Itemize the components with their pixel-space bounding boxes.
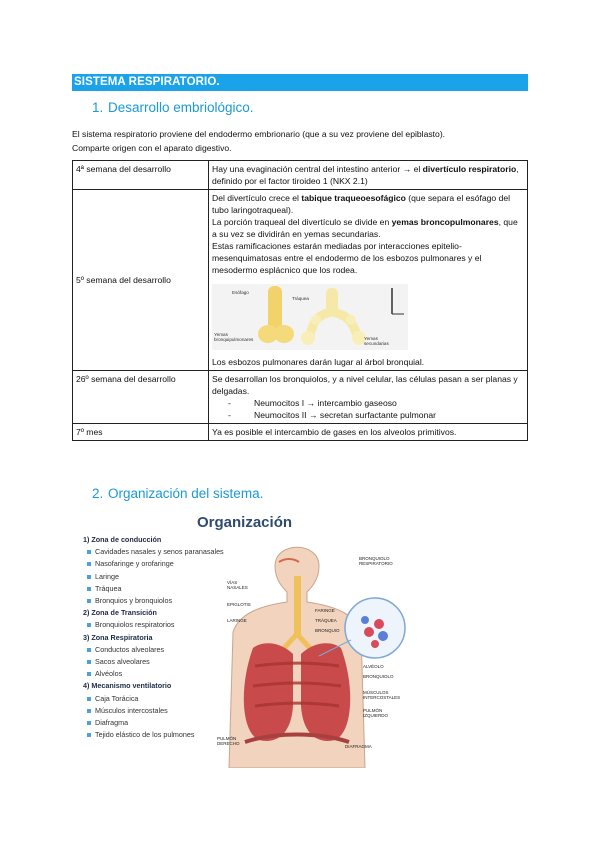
heading-number: 2.: [92, 486, 104, 501]
paragraph: [212, 192, 524, 216]
list-item: Músculos intercostales: [83, 705, 233, 717]
figure-label: Tráquea: [292, 296, 309, 301]
text: , que a su vez se dividirán en yemas secundarias.: [212, 217, 518, 239]
diagram-label: BRONQUIOLO: [363, 674, 394, 679]
zone-heading: 4) Mecanismo ventilatorio: [83, 681, 172, 691]
list-item: Tejido elástico de los pulmones: [83, 729, 233, 741]
list-item: Cavidades nasales y senos paranasales: [83, 546, 233, 558]
diagram-label: TRÁQUEA: [315, 618, 337, 623]
list-item: Bronquios y bronquiolos: [83, 595, 233, 607]
organization-figure: [77, 508, 411, 770]
development-table: [72, 160, 528, 441]
text: (que separa el esófago del tubo laringotraqueal).: [212, 193, 511, 215]
stage-cell: 5º semana del desarrollo: [73, 190, 209, 371]
heading-desarrollo: [92, 100, 254, 116]
list-item-text: Neumocitos II → secretan surfactante pulmonar: [254, 410, 436, 420]
figure-label: Yemas bronquipulmonares: [214, 332, 254, 342]
text: , definido por el factor tiroideo 1 (NKX 2.1): [212, 164, 519, 186]
list-item: Diafragma: [83, 717, 233, 729]
heading-text: Organización del sistema.: [108, 486, 264, 501]
stage-cell: 7º mes: [73, 424, 209, 441]
dash: -: [228, 410, 231, 420]
list-item-text: Neumocitos I → intercambio gaseoso: [254, 398, 397, 408]
zones-list: [83, 534, 233, 741]
bold-text: tabique traqueoesofágico: [301, 193, 406, 203]
heading-organizacion: [92, 486, 263, 502]
list-item: [212, 409, 524, 421]
diagram-label: BRONQUIOLO RESPIRATORIO: [359, 556, 393, 566]
paragraph: Estas ramificaciones estarán mediadas por interacciones epitelio-mesenquimatosas entre el endodermo de los esbozos pulmonares y el mesodermo esplácnico que los rodea.: [212, 241, 482, 275]
intro-line: El sistema respiratorio proviene del endodermo embrionario (que a su vez proviene del epiblasto).: [72, 129, 446, 139]
section-banner: SISTEMA RESPIRATORIO.: [72, 74, 528, 91]
list-item: Tráquea: [83, 583, 233, 595]
paragraph: Los esbozos pulmonares darán lugar al árbol bronquial.: [212, 357, 425, 367]
text: La porción traqueal del divertículo se divide en: [212, 217, 392, 227]
table-row: [73, 424, 528, 441]
diagram-label: ALVÉOLO: [363, 664, 384, 669]
diagram-label: DIAFRAGMA: [345, 744, 372, 749]
description-cell: Ya es posible el intercambio de gases en los alveolos primitivos.: [209, 424, 528, 441]
bold-text: yemas broncopulmonares: [391, 217, 499, 227]
list-item: Alvéolos: [83, 668, 233, 680]
heading-number: 1.: [92, 100, 104, 115]
zone-heading: 3) Zona Respiratoria: [83, 632, 153, 642]
diagram-label: PULMÓN DERECHO: [217, 736, 240, 746]
diagram-label: BRONQUIO: [315, 628, 340, 633]
text: Del divertículo crece el: [212, 193, 302, 203]
list-item: Conductos alveolares: [83, 644, 233, 656]
figure-label: Yemas secundarias: [364, 336, 389, 346]
dash: -: [228, 398, 231, 408]
intro-paragraph: [72, 127, 532, 155]
zone-heading: 1) Zona de conducción: [83, 535, 162, 544]
stage-cell: 4ª semana del desarrollo: [73, 161, 209, 190]
paragraph: Se desarrollan los bronquiolos, y a nivel celular, las células pasan a ser planas y delgadas.: [212, 374, 518, 396]
paragraph: [212, 216, 524, 240]
list-item: Laringe: [83, 571, 233, 583]
description-cell: [209, 371, 528, 424]
list-item: Bronquiolos respiratorios: [83, 619, 233, 631]
text: Hay una evaginación central del intestino anterior → el: [212, 164, 423, 174]
list-item: [212, 397, 524, 409]
body-illustration: [215, 536, 411, 768]
stage-cell: 26º semana del desarrollo: [73, 371, 209, 424]
diagram-label: LARINGE: [227, 618, 247, 623]
diagram-label: VÍAS NASALES: [227, 580, 248, 590]
intro-line: Comparte origen con el aparato digestivo.: [72, 143, 232, 153]
table-row: [73, 371, 528, 424]
diagram-label: FARINGE: [315, 608, 335, 613]
list-item: Nasofaringe y orofaringe: [83, 558, 233, 570]
description-cell: [209, 161, 528, 190]
diagram-label: EPIGLOTIS: [227, 602, 251, 607]
figure-label: Esófago: [232, 290, 249, 295]
respiratory-diagram: [215, 536, 411, 768]
diagram-label: PULMÓN IZQUIERDO: [363, 708, 389, 718]
description-cell: [209, 190, 528, 371]
table-row: [73, 161, 528, 190]
heading-text: Desarrollo embriológico.: [108, 100, 254, 115]
embryo-figure: [212, 284, 408, 350]
list-item: Caja Torácica: [83, 693, 233, 705]
figure-title: Organización: [197, 514, 293, 531]
diagram-label: MÚSCULOS INTERCOSTALES: [363, 690, 401, 700]
zone-heading: 2) Zona de Transición: [83, 608, 157, 618]
table-row: [73, 190, 528, 371]
list-item: Sacos alveolares: [83, 656, 233, 668]
bold-text: divertículo respiratorio: [422, 164, 517, 174]
